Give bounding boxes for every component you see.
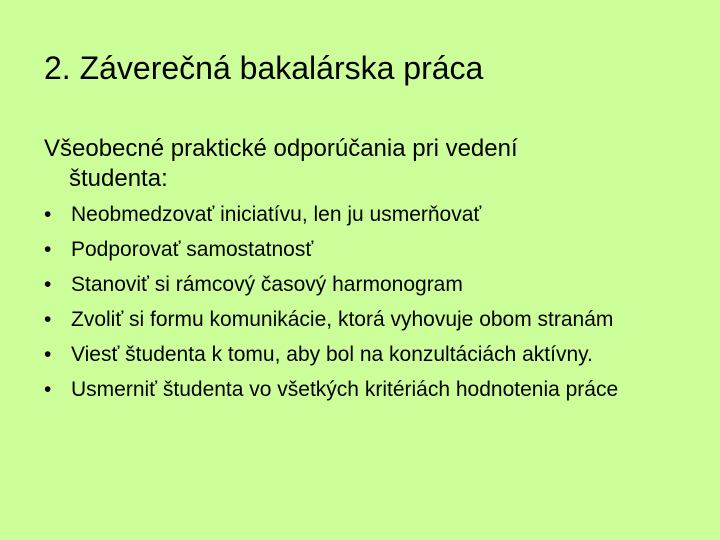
- bullet-text: Viesť študenta k tomu, aby bol na konzultáciách aktívny.: [71, 343, 593, 366]
- bullet-marker: •: [44, 308, 52, 331]
- bullet-marker: •: [44, 273, 52, 296]
- bullet-item: [44, 202, 694, 228]
- bullet-text: Podporovať samostatnosť: [71, 238, 314, 261]
- bullet-text: Usmerniť študenta vo všetkých kritériách hodnotenia práce: [71, 378, 619, 401]
- slide-title: 2. Záverečná bakalárska práca: [44, 50, 484, 86]
- bullet-item: [44, 237, 694, 263]
- bullet-item: [44, 342, 694, 368]
- bullet-marker: •: [44, 238, 52, 261]
- subtitle-line-1: Všeobecné praktické odporúčania pri vedení: [44, 135, 518, 162]
- bullet-marker: •: [44, 343, 52, 366]
- bullet-marker: •: [44, 378, 52, 401]
- bullet-text: Stanoviť si rámcový časový harmonogram: [71, 273, 463, 296]
- bullet-text: Zvoliť si formu komunikácie, ktorá vyhovuje obom stranám: [71, 308, 614, 331]
- subtitle-line-2: študenta:: [69, 165, 168, 192]
- slide-subtitle: [44, 134, 684, 194]
- bullet-list: [44, 202, 694, 412]
- bullet-item: [44, 307, 694, 333]
- bullet-item: [44, 272, 694, 298]
- bullet-item: [44, 377, 694, 403]
- bullet-marker: •: [44, 203, 52, 226]
- bullet-text: Neobmedzovať iniciatívu, len ju usmerňovať: [71, 203, 482, 226]
